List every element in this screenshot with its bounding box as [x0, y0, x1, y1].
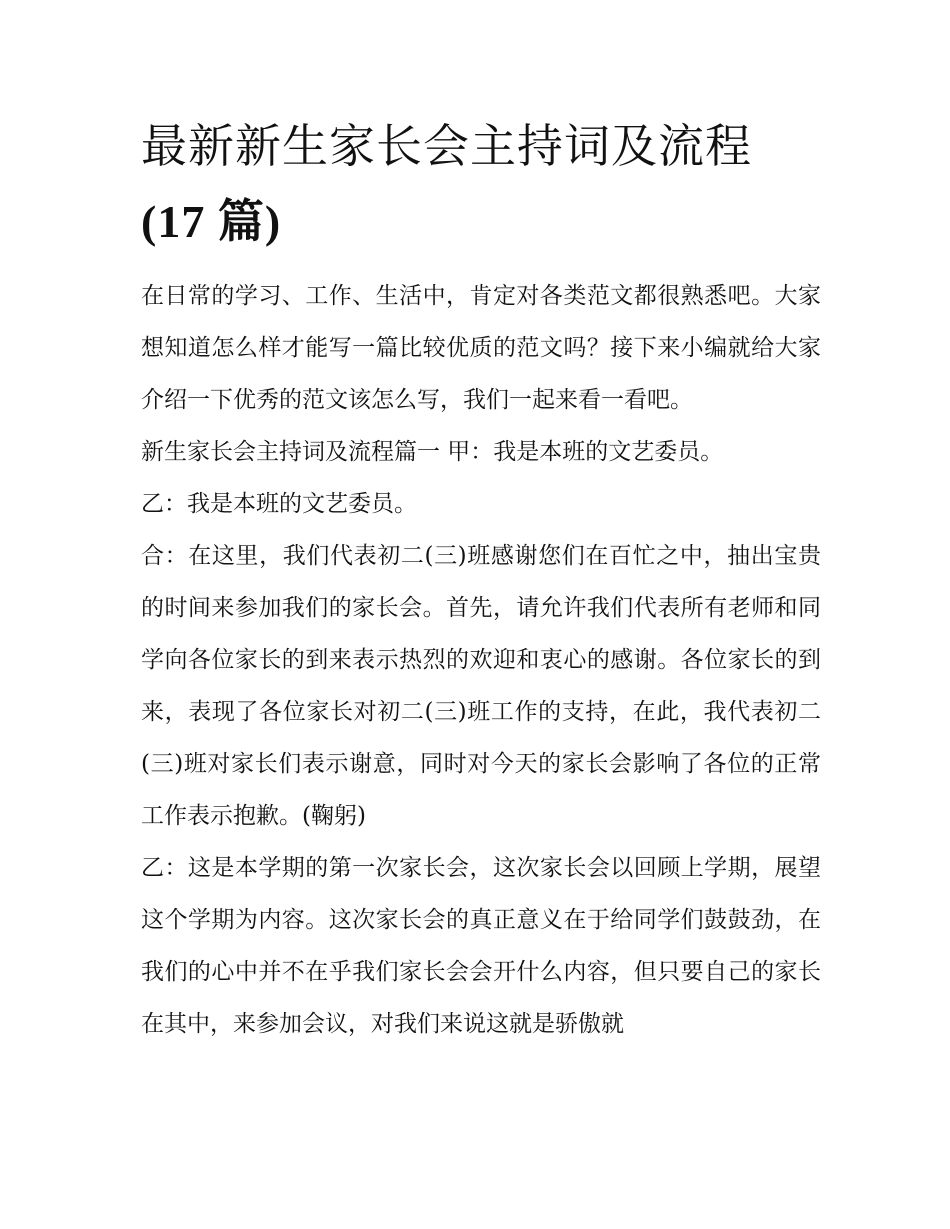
document-title [141, 108, 821, 260]
title-line-1: 最新新生家长会主持词及流程 [141, 119, 752, 173]
body-paragraph: 合：在这里，我们代表初二(三)班感谢您们在百忙之中，抽出宝贵的时间来参加我们的家长会。首先，请允许我们代表所有老师和同学向各位家长的到来表示热烈的欢迎和衷心的感谢。各位家长的到来，表现了各位家长对初二(三)班工作的支持，在此，我代表初二(三)班对家长们表示谢意，同时对今天的家长会影响了各位的正常工作表示抱歉。(鞠躬) [141, 543, 821, 829]
body-paragraph: 乙：我是本班的文艺委员。 [141, 491, 417, 517]
body-paragraph: 新生家长会主持词及流程篇一 甲：我是本班的文艺委员。 [141, 439, 724, 465]
title-line-2: (17 篇) [141, 196, 282, 247]
body-paragraph: 乙：这是本学期的第一次家长会，这次家长会以回顾上学期，展望这个学期为内容。这次家长会的真正意义在于给同学们鼓鼓劲，在我们的心中并不在乎我们家长会会开什么内容，但只要自己的家长在其中，来参加会议，对我们来说这就是骄傲就 [141, 855, 821, 1037]
document-page [141, 108, 821, 1050]
intro-paragraph: 在日常的学习、工作、生活中，肯定对各类范文都很熟悉吧。大家想知道怎么样才能写一篇比较优质的范文吗？接下来小编就给大家介绍一下优秀的范文该怎么写，我们一起来看一看吧。 [141, 283, 821, 413]
